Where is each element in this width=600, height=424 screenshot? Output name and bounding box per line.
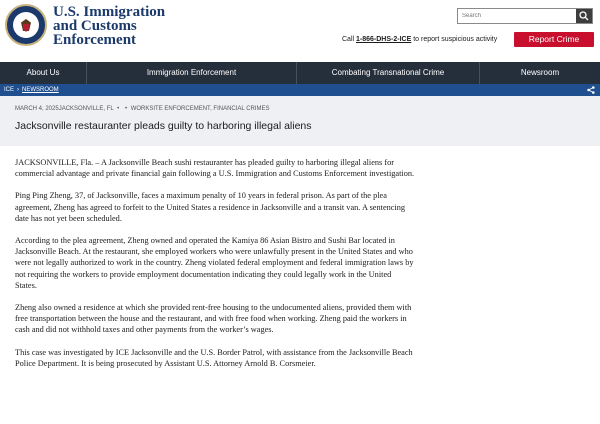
article-tag-worksite-enforcement[interactable]: WORKSITE ENFORCEMENT bbox=[130, 106, 211, 112]
breadcrumb-trail bbox=[4, 84, 59, 96]
page-title: Jacksonville restauranter pleads guilty to harboring illegal aliens bbox=[15, 120, 312, 132]
article-body bbox=[15, 157, 415, 380]
agency-name-line2: and Customs bbox=[53, 18, 137, 34]
article-header bbox=[0, 96, 600, 146]
tipline-phone-link[interactable]: 1-866-DHS-2-ICE bbox=[356, 36, 412, 43]
nav-item-about-us[interactable]: About Us bbox=[26, 68, 60, 77]
nav-item-newsroom[interactable]: Newsroom bbox=[520, 68, 560, 77]
dhs-seal-logo[interactable] bbox=[5, 4, 47, 46]
nav-item-immigration-enforcement[interactable]: Immigration Enforcement bbox=[146, 68, 237, 77]
article-meta: MARCH 4, 2025JACKSONVILLE, FL • • WORKSITE ENFORCEMENT, FINANCIAL CRIMES bbox=[15, 106, 270, 112]
breadcrumb-current-link[interactable]: NEWSROOM bbox=[22, 87, 59, 93]
agency-name-line3: Enforcement bbox=[53, 32, 137, 48]
article-location: JACKSONVILLE, FL bbox=[58, 106, 114, 112]
article-paragraph: According to the plea agreement, Zheng owned and operated the Kamiya 86 Asian Bistro and Sushi Bar located in Jacksonville Beach. At the restaurant, she employed workers who were unlawfully present in the United States and who were not legally authorized to work in the country. Zheng violated federal employment and federal immigration laws by not requiring the workers to provide employment documentation indicating they could legally work in the United States. bbox=[15, 236, 414, 290]
site-header bbox=[0, 0, 600, 62]
meta-separator: • bbox=[117, 106, 120, 112]
meta-separator: • bbox=[124, 106, 128, 112]
breadcrumb-separator: › bbox=[17, 87, 20, 93]
agency-name[interactable] bbox=[53, 5, 165, 47]
search-box bbox=[457, 8, 593, 24]
agency-name-line1: U.S. Immigration bbox=[53, 4, 166, 20]
breadcrumb-root-link[interactable]: ICE bbox=[4, 87, 15, 93]
article-paragraph: Zheng also owned a residence at which she provided rent-free housing to the undocumented aliens, provided them with free transportation between the house and the restaurant, and with free food when working. Zheng paid the workers in cash and did not withhold taxes and other payments from the worker’s wages. bbox=[15, 303, 412, 335]
share-icon[interactable] bbox=[587, 86, 595, 94]
seal-center bbox=[13, 12, 39, 38]
article-paragraph: This case was investigated by ICE Jacksonville and the U.S. Border Patrol, with assistance from the Jacksonville Beach Police Department. It is being prosecuted by Assistant U.S. Attorney Arnold B. Corsmeier. bbox=[15, 347, 413, 368]
tipline-text bbox=[342, 36, 497, 43]
report-crime-button[interactable]: Report Crime bbox=[514, 32, 594, 47]
article-date: MARCH 4, 2025 bbox=[15, 106, 59, 112]
main-nav bbox=[0, 62, 600, 84]
article-tag-financial-crimes[interactable]: FINANCIAL CRIMES bbox=[213, 106, 270, 112]
tipline-prefix: Call bbox=[342, 36, 355, 43]
article-paragraph: JACKSONVILLE, Fla. – A Jacksonville Beach sushi restauranter has pleaded guilty to harboring illegal aliens for commercial advantage and private financial gain following a U.S. Immigration and Customs Enforcement investigation. bbox=[15, 158, 415, 179]
search-input[interactable] bbox=[458, 9, 576, 23]
article-paragraph: Ping Ping Zheng, 37, of Jacksonville, faces a maximum penalty of 10 years in federal prison. As part of the plea agreement, Zheng has agreed to forfeit to the United States a residence in Jacksonville and a transit van. A sentencing date has not yet been scheduled. bbox=[15, 191, 406, 223]
nav-item-combating-transnational-crime[interactable]: Combating Transnational Crime bbox=[331, 68, 445, 77]
search-icon bbox=[579, 11, 589, 21]
search-button[interactable] bbox=[576, 9, 592, 23]
breadcrumb bbox=[0, 84, 600, 96]
tipline-suffix: to report suspicious activity bbox=[413, 36, 498, 43]
